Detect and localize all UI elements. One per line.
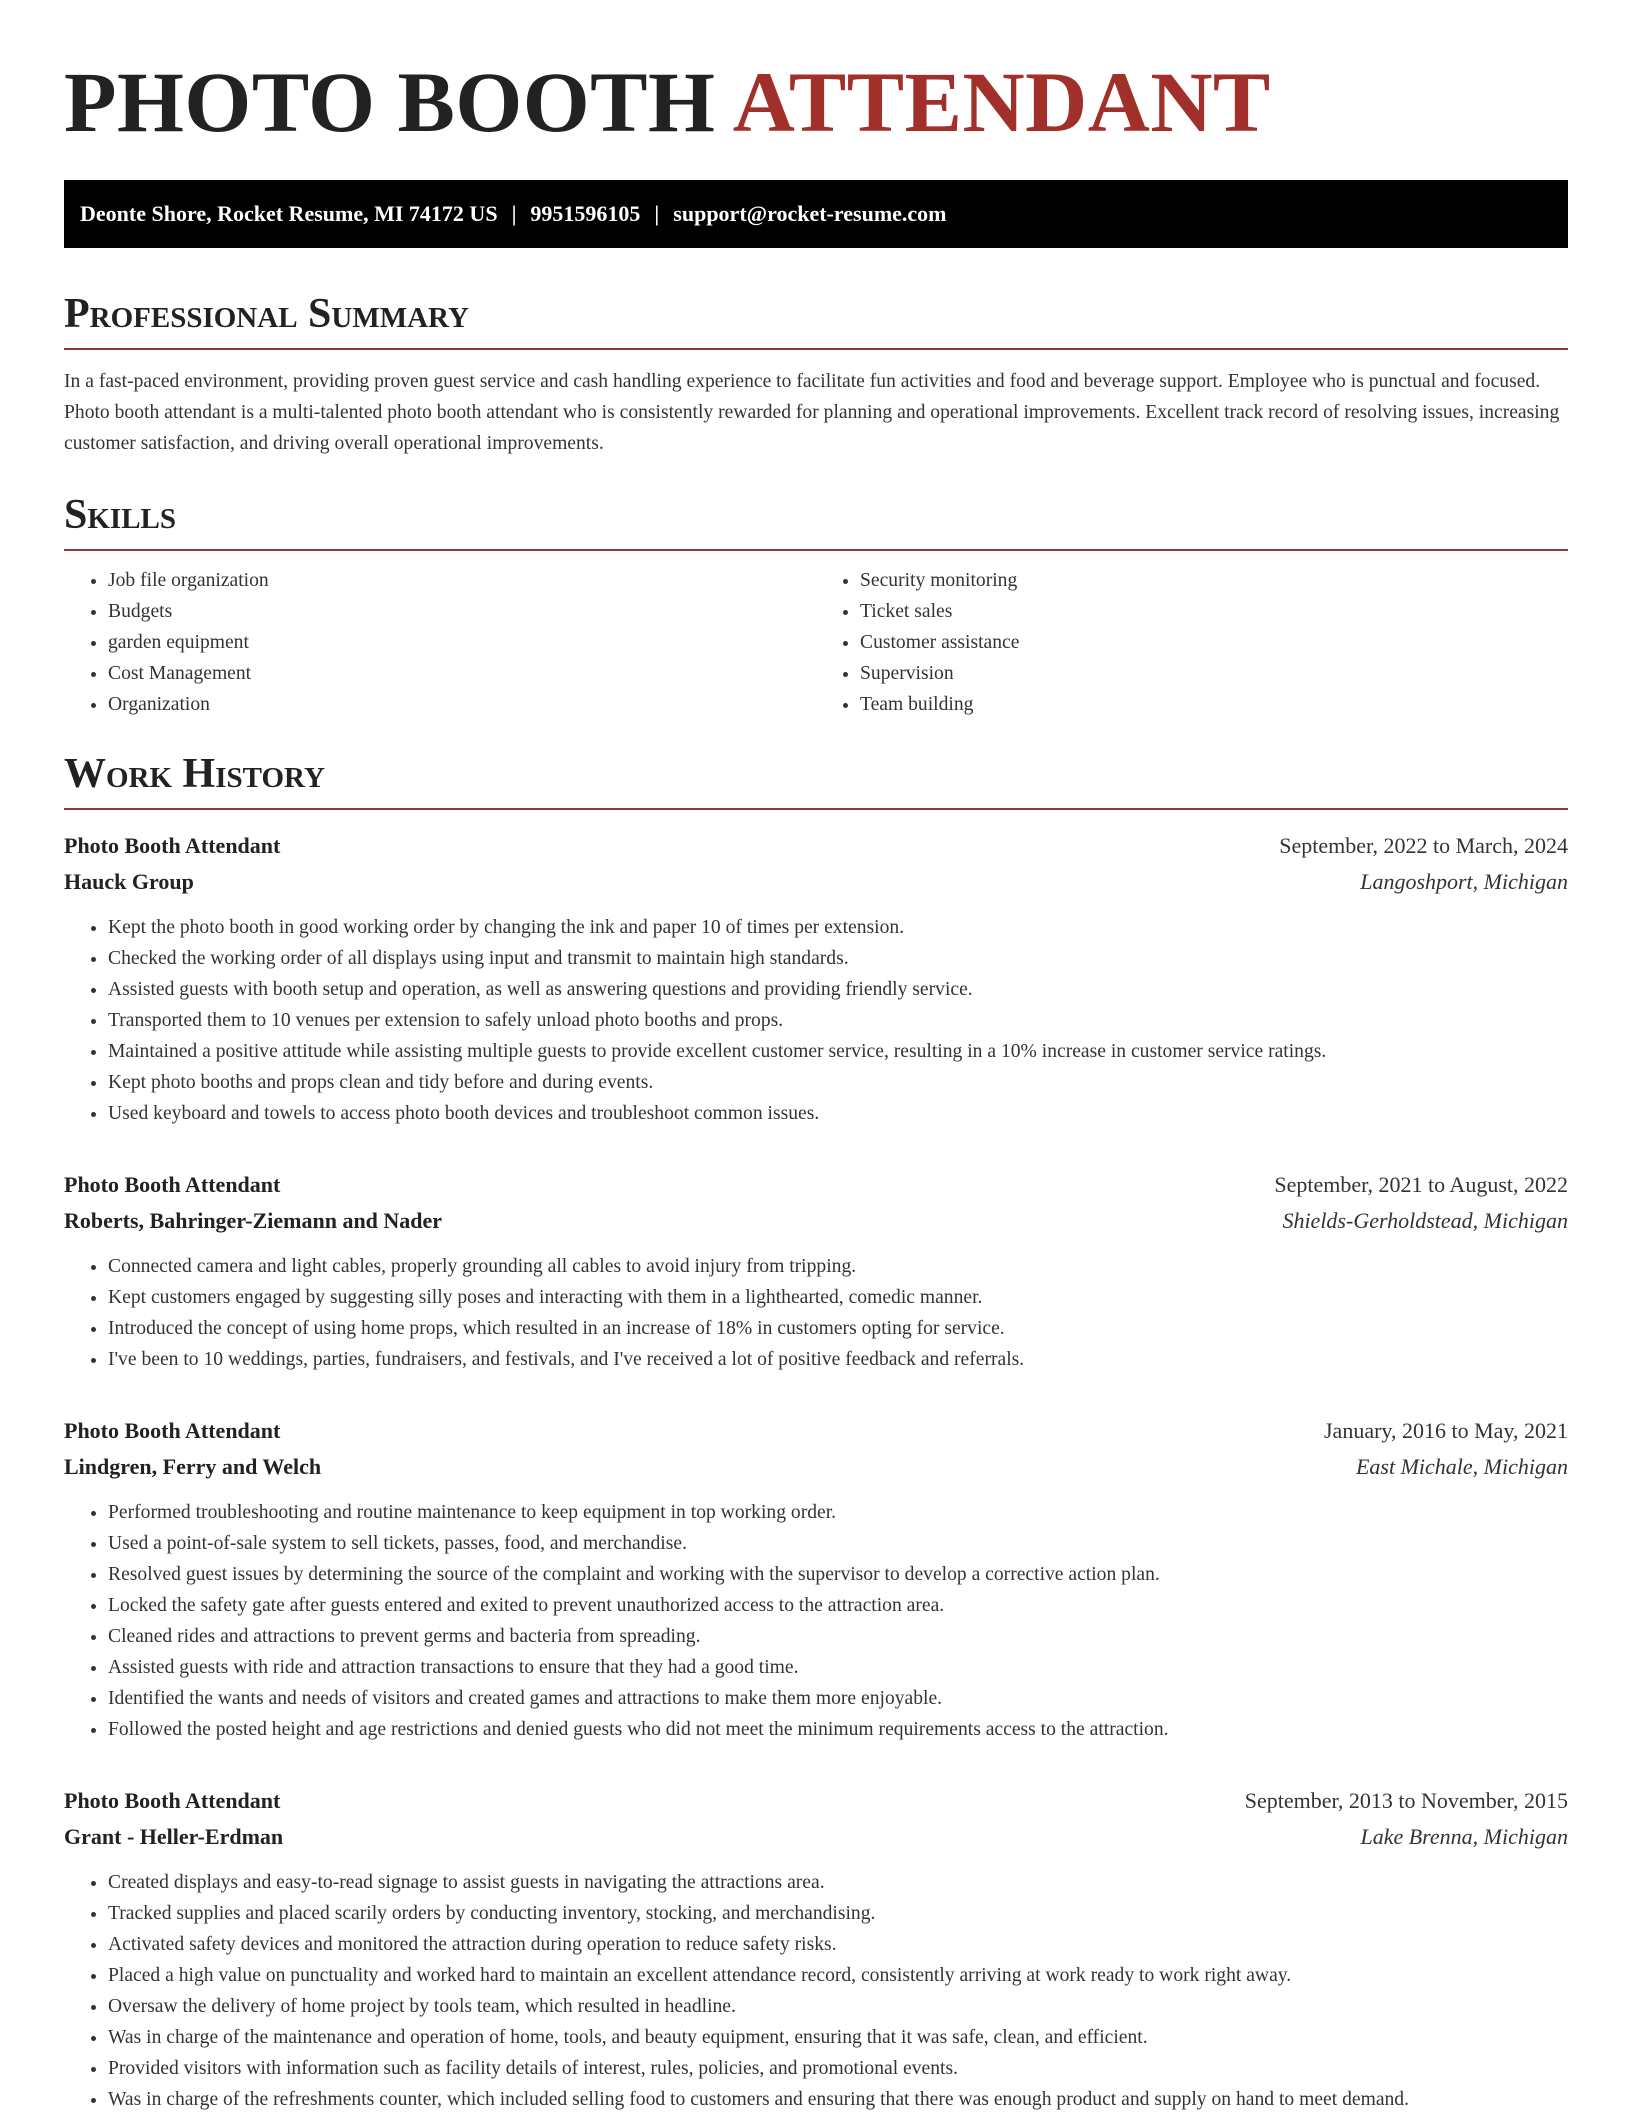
skill-item: • Supervision <box>860 658 1568 689</box>
skills-heading: Skills <box>64 489 1568 551</box>
job-bullet: • Oversaw the delivery of home project by tools team, which resulted in headline. <box>108 1991 1568 2022</box>
contact-email[interactable]: support@rocket-resume.com <box>673 201 947 226</box>
job-bullet: • Transported them to 10 venues per extension to safely unload photo booths and props. <box>108 1005 1568 1036</box>
skills-list-right <box>816 565 1568 720</box>
job-title: Photo Booth Attendant <box>64 1788 281 1813</box>
job-bullet: • Kept customers engaged by suggesting silly poses and interacting with them in a lighthearted, comedic manner. <box>108 1282 1568 1313</box>
job-bullet: • Activated safety devices and monitored the attraction during operation to reduce safety risks. <box>108 1929 1568 1960</box>
job-title: Photo Booth Attendant <box>64 1418 281 1443</box>
job-location: East Michale, Michigan <box>1355 1454 1568 1479</box>
job-bullets <box>64 912 1568 1129</box>
job-company: Grant - Heller-Erdman <box>64 1824 284 1849</box>
job-company: Lindgren, Ferry and Welch <box>64 1454 322 1479</box>
job-title: Photo Booth Attendant <box>64 1172 281 1197</box>
job-bullet: • Checked the working order of all displays using input and transmit to maintain high standards. <box>108 943 1568 974</box>
job-bullet: • Created displays and easy-to-read signage to assist guests in navigating the attractions area. <box>108 1867 1568 1898</box>
summary-section <box>64 288 1568 459</box>
skill-item: • Budgets <box>108 596 816 627</box>
job-bullets <box>64 1497 1568 1745</box>
job-company: Roberts, Bahringer-Ziemann and Nader <box>64 1208 443 1233</box>
job-bullet: • Provided visitors with information such as facility details of interest, rules, policies, and promotional events. <box>108 2053 1568 2084</box>
job-location: Lake Brenna, Michigan <box>1360 1824 1568 1849</box>
job-dates: January, 2016 to May, 2021 <box>1324 1418 1568 1443</box>
job-bullet: • Identified the wants and needs of visitors and created games and attractions to make them more enjoyable. <box>108 1683 1568 1714</box>
job-bullet: • Placed a high value on punctuality and worked hard to maintain an excellent attendance record, consistently arriving at work ready to work right away. <box>108 1960 1568 1991</box>
job-entry <box>64 1167 1568 1375</box>
job-bullet: • Tracked supplies and placed scarily orders by conducting inventory, stocking, and merchandising. <box>108 1898 1568 1929</box>
job-bullet: • Assisted guests with ride and attraction transactions to ensure that they had a good time. <box>108 1652 1568 1683</box>
job-entry <box>64 1783 1568 2115</box>
job-bullet: • Followed the posted height and age restrictions and denied guests who did not meet the minimum requirements access to the attraction. <box>108 1714 1568 1745</box>
job-bullet: • Maintained a positive attitude while assisting multiple guests to provide excellent customer service, resulting in a 10% increase in customer service ratings. <box>108 1036 1568 1067</box>
job-bullet: • Assisted guests with booth setup and operation, as well as answering questions and providing friendly service. <box>108 974 1568 1005</box>
job-bullet: • I've been to 10 weddings, parties, fundraisers, and festivals, and I've received a lot of positive feedback and referrals. <box>108 1344 1568 1375</box>
job-bullet: • Kept the photo booth in good working order by changing the ink and paper 10 of times per extension. <box>108 912 1568 943</box>
job-bullet: • Used keyboard and towels to access photo booth devices and troubleshoot common issues. <box>108 1098 1568 1129</box>
skill-item: • Job file organization <box>108 565 816 596</box>
job-title: Photo Booth Attendant <box>64 833 281 858</box>
job-bullet: • Resolved guest issues by determining the source of the complaint and working with the supervisor to develop a corrective action plan. <box>108 1559 1568 1590</box>
skills-section <box>64 489 1568 720</box>
job-location: Shields-Gerholdstead, Michigan <box>1282 1208 1568 1233</box>
contact-separator: | <box>511 201 517 226</box>
skill-item: • garden equipment <box>108 627 816 658</box>
skills-columns <box>64 565 1568 720</box>
job-bullet: • Locked the safety gate after guests entered and exited to prevent unauthorized access to the attraction area. <box>108 1590 1568 1621</box>
job-header-row <box>64 1413 1568 1449</box>
job-bullet: • Used a point-of-sale system to sell tickets, passes, food, and merchandise. <box>108 1528 1568 1559</box>
summary-heading: Professional Summary <box>64 288 1568 350</box>
skill-item: • Cost Management <box>108 658 816 689</box>
work-history-heading: Work History <box>64 748 1568 810</box>
job-dates: September, 2021 to August, 2022 <box>1274 1172 1568 1197</box>
job-bullets <box>64 1867 1568 2115</box>
job-header-row <box>64 828 1568 864</box>
skill-item: • Security monitoring <box>860 565 1568 596</box>
job-company-row <box>64 1203 1568 1239</box>
resume-title <box>64 52 1568 152</box>
job-bullet: • Cleaned rides and attractions to prevent germs and bacteria from spreading. <box>108 1621 1568 1652</box>
job-bullet: • Performed troubleshooting and routine maintenance to keep equipment in top working order. <box>108 1497 1568 1528</box>
work-history-section <box>64 748 1568 2115</box>
job-bullets <box>64 1251 1568 1375</box>
job-company-row <box>64 1819 1568 1855</box>
contact-bar <box>64 180 1568 248</box>
contact-phone: 9951596105 <box>530 201 641 226</box>
job-company-row <box>64 1449 1568 1485</box>
skill-item: • Customer assistance <box>860 627 1568 658</box>
job-entry <box>64 828 1568 1129</box>
job-header-row <box>64 1783 1568 1819</box>
summary-text: In a fast-paced environment, providing proven guest service and cash handling experience to facilitate fun activities and food and beverage support. Employee who is punctual and focused. Photo booth attendant is a multi-talented photo booth attendant who is consistently rewarded for planning and operational improvements. Excellent track record of resolving issues, increasing customer satisfaction, and driving overall operational improvements. <box>64 371 1560 454</box>
skill-item: • Organization <box>108 689 816 720</box>
title-main: PHOTO BOOTH <box>64 54 716 150</box>
job-header-row <box>64 1167 1568 1203</box>
job-company: Hauck Group <box>64 869 194 894</box>
job-bullet: • Was in charge of the maintenance and operation of home, tools, and beauty equipment, ensuring that it was safe, clean, and efficient. <box>108 2022 1568 2053</box>
contact-address: Deonte Shore, Rocket Resume, MI 74172 US <box>80 201 498 226</box>
job-bullet: • Connected camera and light cables, properly grounding all cables to avoid injury from tripping. <box>108 1251 1568 1282</box>
skill-item: • Team building <box>860 689 1568 720</box>
job-dates: September, 2013 to November, 2015 <box>1244 1788 1568 1813</box>
job-bullet: • Was in charge of the refreshments counter, which included selling food to customers and ensuring that there was enough product and supply on hand to meet demand. <box>108 2084 1568 2115</box>
skill-item: • Ticket sales <box>860 596 1568 627</box>
job-location: Langoshport, Michigan <box>1360 869 1568 894</box>
job-company-row <box>64 864 1568 900</box>
title-accent: ATTENDANT <box>732 54 1271 150</box>
skills-list-left <box>64 565 816 720</box>
job-dates: September, 2022 to March, 2024 <box>1279 833 1568 858</box>
job-bullet: • Kept photo booths and props clean and tidy before and during events. <box>108 1067 1568 1098</box>
job-bullet: • Introduced the concept of using home props, which resulted in an increase of 18% in customers opting for service. <box>108 1313 1568 1344</box>
job-entry <box>64 1413 1568 1745</box>
contact-separator: | <box>654 201 660 226</box>
